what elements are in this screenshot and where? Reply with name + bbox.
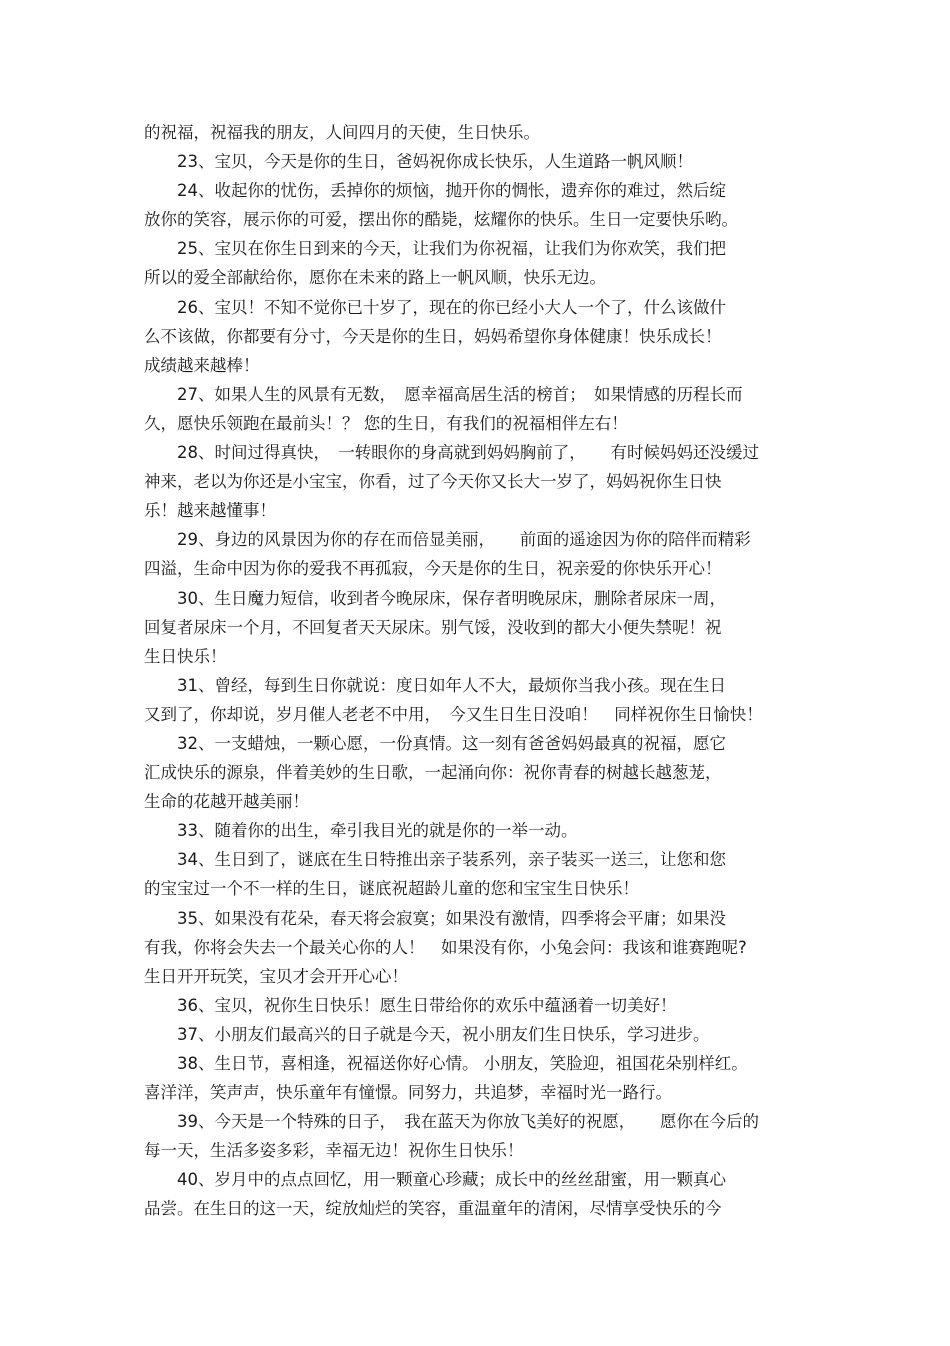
text-line: 37、小朋友们最高兴的日子就是今天，祝小朋友们生日快乐，学习进步。 — [177, 1024, 710, 1044]
text-line: 26、宝贝！不知不觉你已十岁了，现在的你已经小大人一个了，什么该做什 — [177, 297, 726, 317]
text-line: 30、生日魔力短信，收到者今晚尿床，保存者明晚尿床，删除者尿床一周， — [177, 588, 726, 608]
text-line: 放你的笑容，展示你的可爱，摆出你的酷毙，炫耀你的快乐。生日一定要快乐哟。 — [144, 210, 738, 230]
text-line: 34、生日到了，谜底在生日特推出亲子装系列，亲子装买一送三，让您和您 — [177, 850, 726, 870]
text-line: 品尝。在生日的这一天，绽放灿烂的笑容，重温童年的清闲，尽情享受快乐的今 — [144, 1199, 722, 1219]
text-line: 40、岁月中的点点回忆，用一颗童心珍藏；成长中的丝丝甜蜜，用一颗真心 — [177, 1170, 726, 1190]
text-line: 39、今天是一个特殊的日子， 我在蓝天为你放飞美好的祝愿， 愿你在今后的 — [177, 1112, 759, 1132]
text-line: 有我，你将会失去一个最关心你的人！ 如果没有你，小兔会问：我该和谁赛跑呢? — [144, 937, 747, 957]
document-body — [144, 118, 806, 1224]
text-line: 喜洋洋，笑声声，快乐童年有憧憬。同努力，共追梦，幸福时光一路行。 — [144, 1083, 672, 1103]
text-line: 所以的爱全部献给你，愿你在未来的路上一帆风顺，快乐无边。 — [144, 268, 606, 288]
text-line: 23、宝贝，今天是你的生日，爸妈祝你成长快乐，人生道路一帆风顺！ — [177, 152, 693, 172]
text-line: 生日快乐！ — [144, 646, 227, 666]
text-line: 每一天，生活多姿多彩，幸福无边！祝你生日快乐！ — [144, 1141, 524, 1161]
text-line: 神来，老以为你还是小宝宝，你看，过了今天你又长大一岁了，妈妈祝你生日快 — [144, 472, 722, 492]
text-line: 29、身边的风景因为你的存在而倍显美丽， 前面的遥途因为你的陪伴而精彩 — [177, 530, 751, 550]
text-line: 27、如果人生的风景有无数， 愿幸福高居生活的榜首； 如果情感的历程长而 — [177, 384, 743, 404]
text-line: 33、随着你的出生，牵引我目光的就是你的一举一动。 — [177, 821, 578, 841]
text-line: 31、曾经，每到生日你就说：度日如年人不大，最烦你当我小孩。现在生日 — [177, 675, 726, 695]
text-line: 32、一支蜡烛，一颗心愿，一份真情。这一刻有爸爸妈妈最真的祝福，愿它 — [177, 733, 726, 753]
text-line: 38、生日节，喜相逢，祝福送你好心情。 小朋友，笑脸迎，祖国花朵别样红。 — [177, 1054, 748, 1073]
text-line: 28、时间过得真快， 一转眼你的身高就到妈妈胸前了， 有时候妈妈还没缓过 — [177, 443, 759, 463]
text-line: 生日开开玩笑，宝贝才会开开心心！ — [144, 966, 408, 986]
text-line: 35、如果没有花朵，春天将会寂寞；如果没有激情，四季将会平庸；如果没 — [177, 908, 726, 928]
text-line: 乐！越来越懂事！ — [144, 501, 276, 521]
text-line: 25、宝贝在你生日到来的今天，让我们为你祝福，让我们为你欢笑，我们把 — [177, 239, 726, 259]
text-line: 的宝宝过一个不一样的生日，谜底祝超龄儿童的您和宝宝生日快乐！ — [144, 879, 639, 899]
text-line: 汇成快乐的源泉，伴着美妙的生日歌，一起涌向你：祝你青春的树越长越葱茏， — [144, 763, 722, 783]
text-line: 的祝福，祝福我的朋友，人间四月的天使，生日快乐。 — [144, 123, 540, 142]
text-line: 成绩越来越棒！ — [144, 355, 260, 375]
text-line: 么不该做，你都要有分寸，今天是你的生日，妈妈希望你身体健康！快乐成长！ — [144, 326, 722, 346]
text-line: 生命的花越开越美丽！ — [144, 792, 309, 812]
text-line: 久，愿快乐领跑在最前头！？ 您的生日，有我们的祝福相伴左右！ — [144, 413, 628, 433]
text-line: 又到了，你却说，岁月催人老老不中用， 今又生日生日没咱！ 同样祝你生日愉快！ — [144, 704, 763, 724]
text-line: 24、收起你的忧伤，丢掉你的烦恼，抛开你的惆怅，遗弃你的难过，然后绽 — [177, 181, 726, 201]
text-line: 四溢，生命中因为你的爱我不再孤寂，今天是你的生日，祝亲爱的你快乐开心！ — [144, 559, 722, 579]
text-line: 36、宝贝，祝你生日快乐！愿生日带给你的欢乐中蕴涵着一切美好！ — [177, 995, 677, 1015]
text-line: 回复者尿床一个月，不回复者天天尿床。别气馁，没收到的都大小便失禁呢！祝 — [144, 617, 722, 637]
